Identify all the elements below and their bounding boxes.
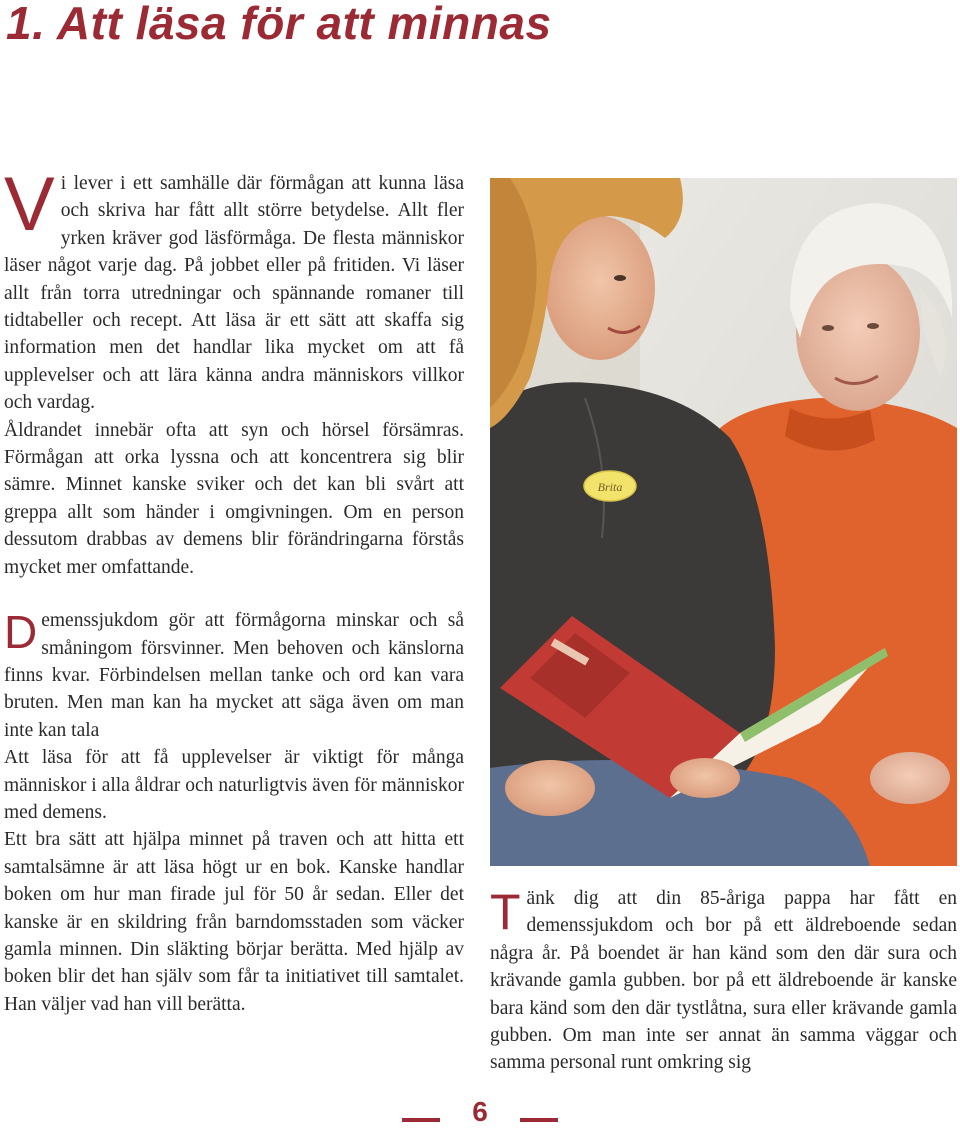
paragraph-aging: Åldrandet innebär ofta att syn och hörsel försämras. Förmågan att orka lyssna och att koncentrera sig blir sämre. Minnet kanske sviker och det kan bli svårt att greppa allt som händer i omgivningen. Om en person dessutom drabbas av demens blir förändringarna förstås mycket mer omfattande. bbox=[4, 419, 464, 578]
drop-cap-v: V bbox=[4, 162, 55, 247]
paragraph-reading-aloud: Ett bra sätt att hjälpa minnet på traven och att hitta ett samtalsämne är att läsa högt ur en bok. Kanske handlar boken om hur man firade jul för 50 år sedan. Eller det kanske är en skildring från barndomsstaden som väcker gamla minnen. Din släkting börjar berätta. Med hjälp av boken blir det han själv som får ta initiativet till samtalet. Han väljer vad han vill berätta. bbox=[4, 829, 464, 1015]
left-column bbox=[4, 162, 464, 1018]
page-number: 6 bbox=[472, 1096, 488, 1127]
paragraph-dementia bbox=[4, 607, 464, 744]
footer-dash-right bbox=[520, 1118, 558, 1122]
drop-cap-d: D bbox=[4, 606, 38, 659]
paragraph-intro-text: i lever i ett samhälle där förmågan att kunna läsa och skriva har fått allt större betydelse. Allt fler yrken kräver god läsförmåga. De flesta människor läser något varje dag. På jobbet eller på fritiden. Vi läser allt från torra utredningar och spännande romaner till tidtabeller och recept. Att läsa är ett sätt att skaffa sig information men det handlar lika mycket om att få upplevelser och att lära känna andra människors villkor och vardag. bbox=[4, 173, 464, 414]
photo-reading-together bbox=[490, 178, 957, 866]
paragraph-dementia-text: emenssjukdom gör att förmågorna minskar och så småningom försvinner. Men behoven och känslorna finns kvar. Förbindelsen mellan tanke och ord kan vara bruten. Men man kan ha mycket att säga även om man inte kan tala bbox=[4, 610, 464, 741]
paragraph-experiences: Att läsa för att få upplevelser är viktigt för många människor i alla åldrar och naturligtvis även för människor med demens. bbox=[4, 747, 464, 823]
paragraph-imagine bbox=[490, 885, 957, 1077]
photo-illustration bbox=[490, 178, 957, 866]
drop-cap-t: T bbox=[490, 884, 521, 940]
paragraph-imagine-text: änk dig att din 85-åriga pappa har fått en demenssjukdom och bor på ett äldreboende sedan några år. På boendet är han känd som den där sura och krävande gamla gubben. bor på ett äldreboende är kanske bara känd som den där tystlåtna, sura eller krävande gamla gubben. Om man inte ser annat än samma väggar och samma personal runt omkring sig bbox=[490, 888, 957, 1074]
svg-text:Brita: Brita bbox=[597, 480, 623, 494]
footer-dash-left bbox=[402, 1118, 440, 1122]
right-column bbox=[490, 885, 957, 1077]
page-footer bbox=[0, 1096, 960, 1136]
name-badge bbox=[584, 471, 636, 501]
paragraph-intro bbox=[4, 162, 464, 417]
page-title: 1. Att läsa för att minnas bbox=[6, 0, 552, 49]
